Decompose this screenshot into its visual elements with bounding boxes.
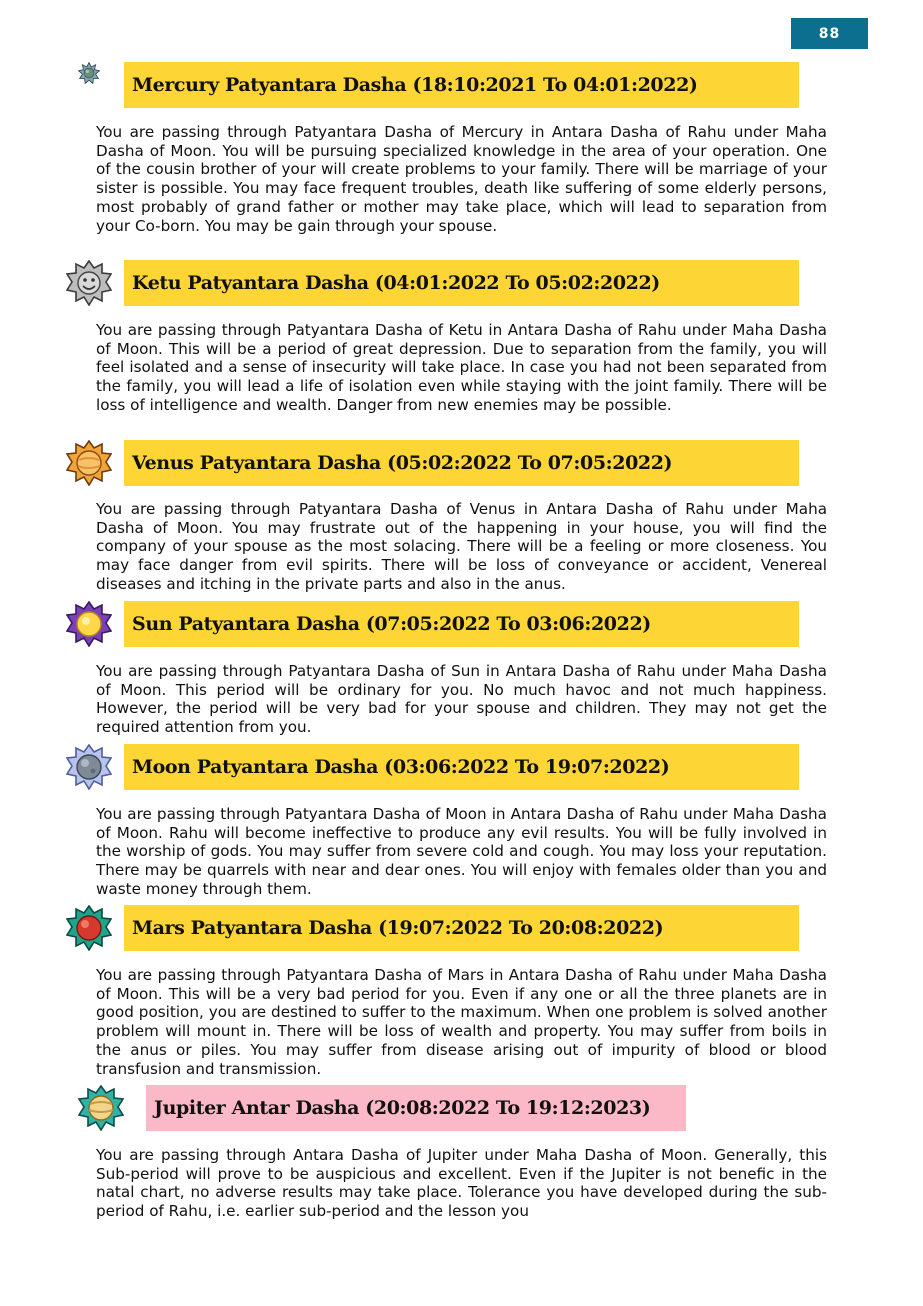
dasha-description: You are passing through Patyantara Dasha of Mars in Antara Dasha of Rahu under Maha Dasha of Moon. This will be a very bad period for you. Even if any one or all the three planets are in good position, you are destined to suffer to the maximum. When one problem is solved another problem will mount in. There will be loss of wealth and property. You may suffer from boils in the anus or piles. You may suffer from disease arising out of impurity of blood or blood transfusion and transmission. bbox=[96, 966, 827, 1078]
moon-planet-icon bbox=[66, 744, 112, 790]
dasha-description: You are passing through Antara Dasha of Jupiter under Maha Dasha of Moon. Generally, this Sub-period will prove to be auspicious and excellent. Even if the Jupiter is not benefic in the natal chart, no adverse results may take place. Tolerance you have developed during the sub-period of Rahu, i.e. earlier sub-period and the lesson you bbox=[96, 1146, 827, 1221]
dasha-heading: Ketu Patyantara Dasha (04:01:2022 To 05:02:2022) bbox=[124, 260, 799, 306]
dasha-description: You are passing through Patyantara Dasha of Sun in Antara Dasha of Rahu under Maha Dasha of Moon. This period will be ordinary for you. No much havoc and not much happiness. However, the period will be very bad for your spouse and children. They may not get the required attention from you. bbox=[96, 662, 827, 737]
dasha-heading: Sun Patyantara Dasha (07:05:2022 To 03:06:2022) bbox=[124, 601, 799, 647]
sun-planet-icon bbox=[66, 601, 112, 647]
jupiter-planet-icon bbox=[78, 1085, 124, 1131]
page-number: 88 bbox=[791, 18, 868, 49]
dasha-heading: Moon Patyantara Dasha (03:06:2022 To 19:07:2022) bbox=[124, 744, 799, 790]
mars-planet-icon bbox=[66, 905, 112, 951]
dasha-heading: Mercury Patyantara Dasha (18:10:2021 To 04:01:2022) bbox=[124, 62, 799, 108]
dasha-description: You are passing through Patyantara Dasha of Ketu in Antara Dasha of Rahu under Maha Dasha of Moon. This will be a period of great depression. Due to separation from the family, you will feel isolated and a sense of insecurity will take place. In case you had not been separated from the family, you will lead a life of isolation even while staying with the joint family. There will be loss of intelligence and wealth. Danger from new enemies may be possible. bbox=[96, 321, 827, 414]
dasha-heading: Venus Patyantara Dasha (05:02:2022 To 07:05:2022) bbox=[124, 440, 799, 486]
dasha-description: You are passing through Patyantara Dasha of Mercury in Antara Dasha of Rahu under Maha Dasha of Moon. You will be pursuing specialized knowledge in the area of your operation. One of the cousin brother of your will create problems to your family. There will be marriage of your sister is possible. You may face frequent troubles, death like suffering of some elderly persons, most probably of grand father or mother may take place, which will lead to separation from your Co-born. You may be gain through your spouse. bbox=[96, 123, 827, 235]
ketu-planet-icon bbox=[66, 260, 112, 306]
dasha-description: You are passing through Patyantara Dasha of Venus in Antara Dasha of Rahu under Maha Dasha of Moon. You may frustrate out of the happening in your house, you will find the company of your spouse as the most solacing. There will be a feeling or more closeness. You may face danger from evil spirits. There will be loss of conveyance or accident, Venereal diseases and itching in the private parts and also in the anus. bbox=[96, 500, 827, 593]
dasha-description: You are passing through Patyantara Dasha of Moon in Antara Dasha of Rahu under Maha Dasha of Moon. Rahu will become ineffective to produce any evil results. You will be fully involved in the worship of gods. You may suffer from severe cold and cough. You may loss your reputation. There may be quarrels with near and dear ones. You will enjoy with females older than you and waste money through them. bbox=[96, 805, 827, 898]
mercury-planet-icon bbox=[78, 62, 100, 84]
venus-planet-icon bbox=[66, 440, 112, 486]
dasha-heading: Mars Patyantara Dasha (19:07:2022 To 20:08:2022) bbox=[124, 905, 799, 951]
dasha-heading: Jupiter Antar Dasha (20:08:2022 To 19:12:2023) bbox=[146, 1085, 686, 1131]
